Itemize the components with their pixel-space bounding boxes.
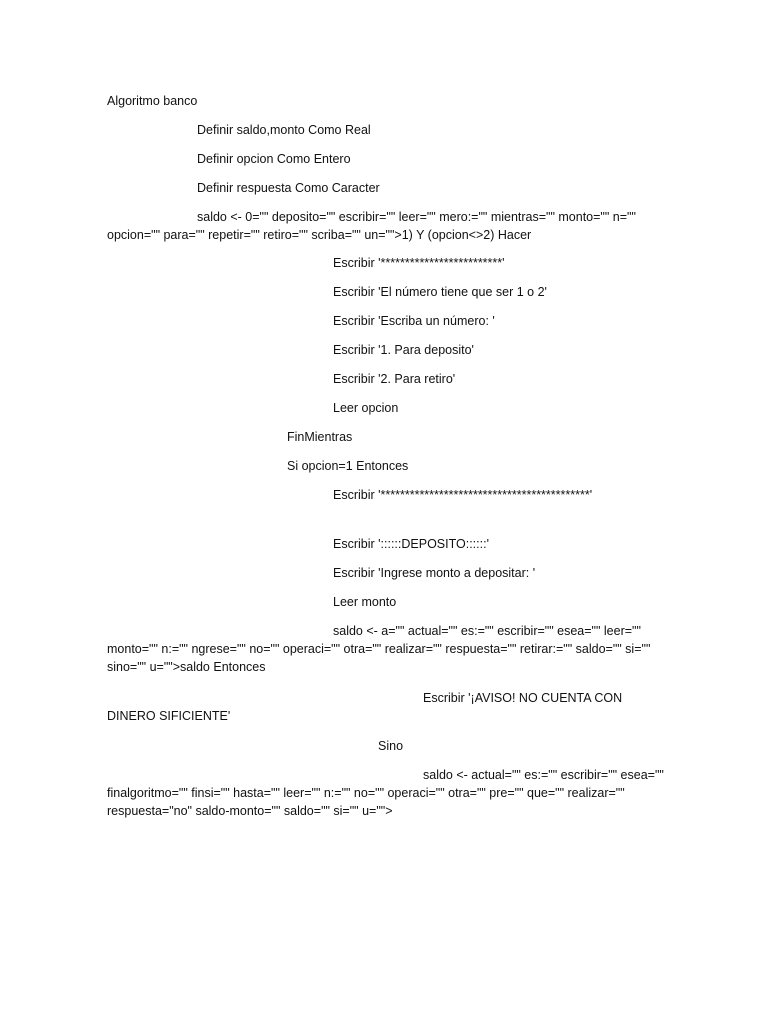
read-option-line: Leer opcion <box>333 401 399 415</box>
write-stars-line: Escribir '*************************' <box>333 256 505 270</box>
write-long-stars-line: Escribir '*******************************************' <box>333 488 593 502</box>
write-option-deposit-line: Escribir '1. Para deposito' <box>333 343 474 357</box>
else-line: Sino <box>378 739 404 753</box>
if-option-line: Si opcion=1 Entonces <box>287 459 409 473</box>
write-option-withdraw-line: Escribir '2. Para retiro' <box>333 372 456 386</box>
saldo-update-line: saldo <- actual="" es:="" escribir="" esea="" finalgoritmo="" finsi="" hasta="" leer="" n:="" no="" operaci="" otra="" pre="" que="" realizar="" respuesta="no" saldo-monto="" saldo="" si="" u=""> <box>107 768 664 818</box>
saldo-init-line: saldo <- 0="" deposito="" escribir="" leer="" mero:="" mientras="" monto="" n="" opcion="" para="" repetir="" retiro="" scriba="" un="">1) Y (opcion<>2) Hacer <box>107 210 636 242</box>
read-amount-line: Leer monto <box>333 595 397 609</box>
define-real-line: Definir saldo,monto Como Real <box>197 123 371 137</box>
define-character-line: Definir respuesta Como Caracter <box>197 181 380 195</box>
write-enter-number-line: Escribir 'Escriba un número: ' <box>333 314 495 328</box>
write-warning-line: Escribir '¡AVISO! NO CUENTA CON DINERO SIFICIENTE' <box>107 691 623 723</box>
write-number-rule-line: Escribir 'El número tiene que ser 1 o 2' <box>333 285 547 299</box>
algorithm-title-line: Algoritmo banco <box>107 94 198 108</box>
end-while-line: FinMientras <box>287 430 353 444</box>
write-deposit-heading-line: Escribir '::::::DEPOSITO::::::' <box>333 537 489 551</box>
define-integer-line: Definir opcion Como Entero <box>197 152 351 166</box>
write-enter-amount-line: Escribir 'Ingrese monto a depositar: ' <box>333 566 536 580</box>
saldo-check-line: saldo <- a="" actual="" es:="" escribir="" esea="" leer="" monto="" n:="" ngrese="" no="" operaci="" otra="" realizar="" respuesta="" retirar:="" saldo="" si="" sino="" u="">saldo Entonces <box>107 624 651 674</box>
